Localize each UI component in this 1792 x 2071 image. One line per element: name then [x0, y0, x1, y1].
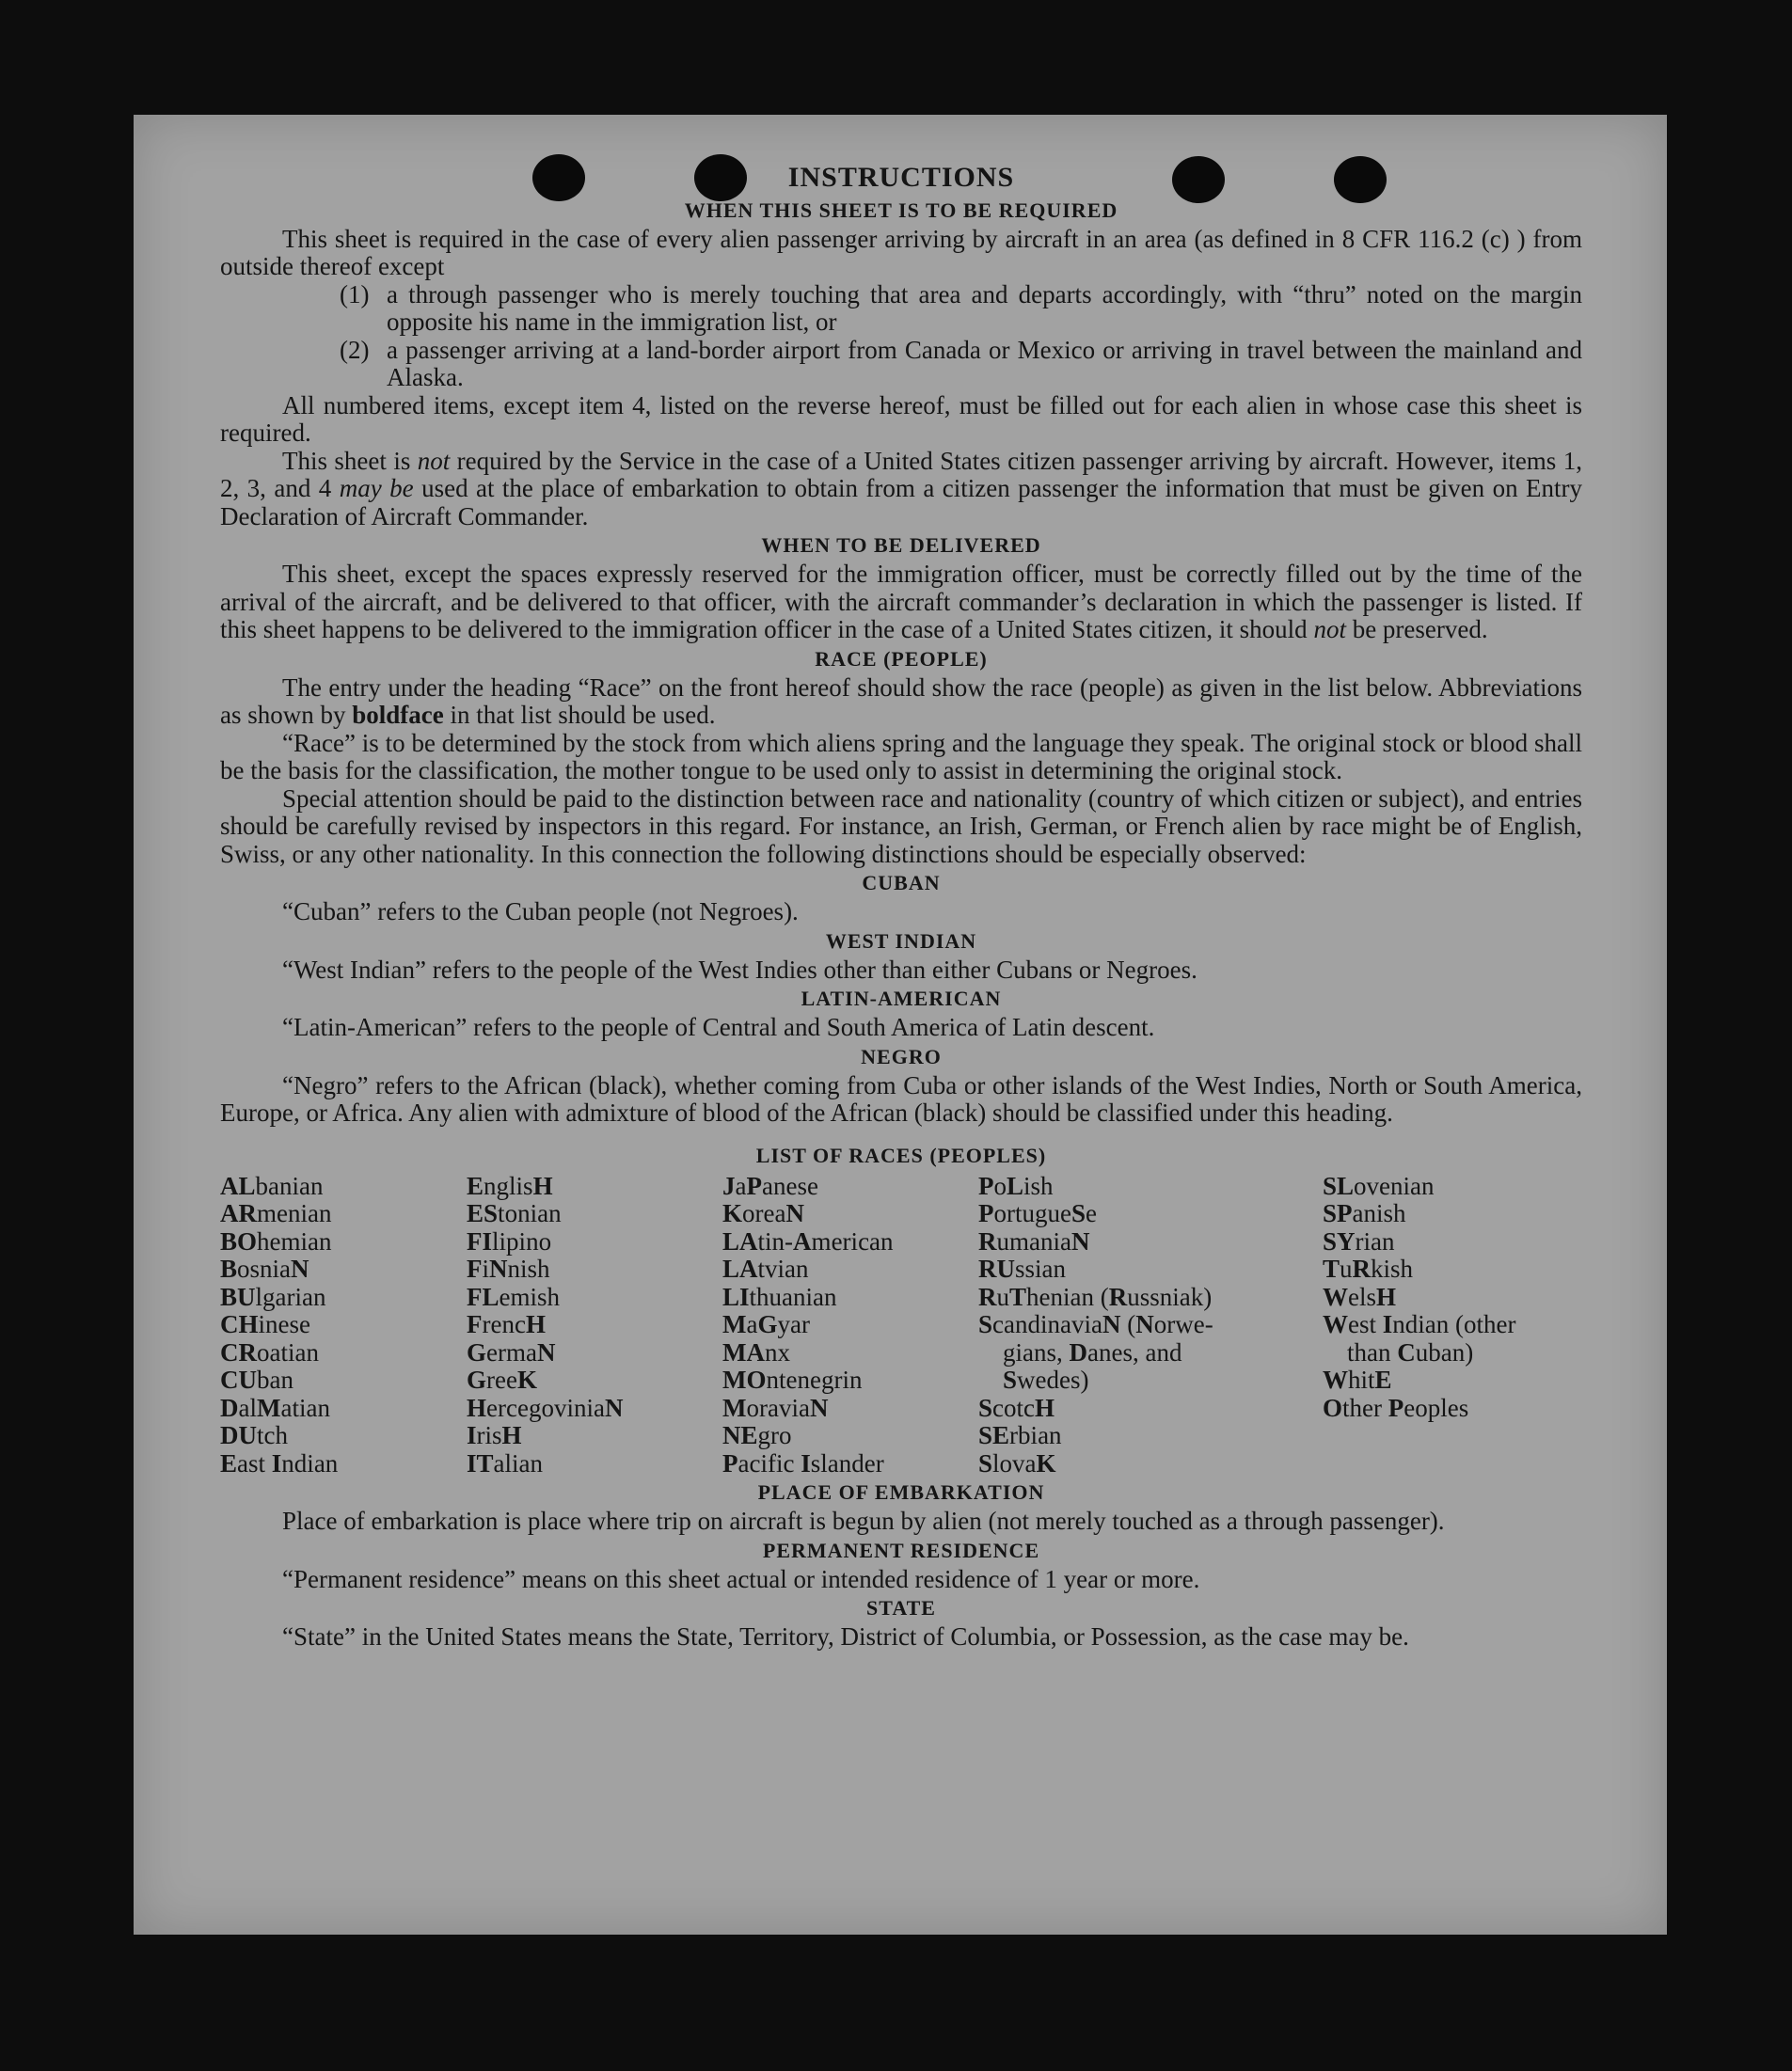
race-list — [220, 1173, 1582, 1478]
race-item: KoreaN — [722, 1199, 804, 1227]
race-item: WelsH — [1323, 1282, 1397, 1311]
race-item: CHinese — [220, 1310, 311, 1338]
section-heading: WHEN THIS SHEET IS TO BE REQUIRED — [684, 198, 1118, 222]
race-item: EStonian — [467, 1199, 562, 1227]
instructions-content — [220, 164, 1582, 1652]
section-heading: PLACE OF EMBARKATION — [757, 1480, 1045, 1504]
list-item — [220, 337, 1582, 392]
race-item: PoLish — [978, 1171, 1054, 1200]
paragraph — [220, 561, 1582, 644]
race-item: LAtvian — [722, 1255, 809, 1283]
race-item: ScotcH — [978, 1393, 1055, 1422]
race-item: Other Peoples — [1323, 1393, 1469, 1422]
list-item — [220, 281, 1582, 337]
race-item: BUlgarian — [220, 1282, 326, 1311]
race-item: DUtch — [220, 1421, 288, 1449]
race-column — [467, 1173, 722, 1478]
italic-text: may be — [339, 474, 414, 502]
race-item: FiNnish — [467, 1255, 550, 1283]
race-item: HercegoviniaN — [467, 1393, 624, 1422]
race-item: gians, Danes, and — [1003, 1337, 1182, 1367]
race-item: LIthuanian — [722, 1282, 837, 1311]
paragraph — [220, 448, 1582, 531]
section-heading: STATE — [866, 1596, 936, 1620]
paragraph: All numbered items, except item 4, listed on the reverse hereof, must be filled out for each alien in whose case this sheet is required. — [220, 390, 1582, 447]
race-item: FIlipino — [467, 1226, 552, 1256]
text-run: required by the Service in the case of a United States citizen passenger arriving by aircraft. However, items 1, 2, 3, and 4 — [220, 446, 1582, 502]
race-item: ALbanian — [220, 1171, 324, 1200]
item-text: a passenger arriving at a land-border airport from Canada or Mexico or arriving in travel between the mainland and Alaska. — [387, 335, 1582, 391]
document-sheet — [134, 115, 1667, 1935]
race-item: PortugueSe — [978, 1199, 1098, 1227]
race-item: JaPanese — [722, 1171, 818, 1200]
definition: “West Indian” refers to the people of the West Indies other than either Cubans or Negroes. — [282, 955, 1197, 984]
race-item: SErbian — [978, 1421, 1062, 1449]
section-heading: WHEN TO BE DELIVERED — [761, 533, 1041, 557]
race-item: SYrian — [1323, 1226, 1395, 1256]
race-item: SLovenian — [1323, 1171, 1435, 1200]
race-item: than Cuban) — [1347, 1337, 1474, 1367]
race-item: MAnx — [722, 1337, 790, 1367]
text-run: This sheet is — [282, 446, 418, 475]
race-item: CUban — [220, 1366, 293, 1394]
race-item: NEgro — [722, 1421, 792, 1449]
paragraph: This sheet is required in the case of every alien passenger arriving by aircraft in an area (as defined in 8 CFR 116.2 (c) ) from outside thereof except — [220, 224, 1582, 280]
section-heading: WEST INDIAN — [825, 928, 977, 953]
section-heading: PERMANENT RESIDENCE — [762, 1538, 1040, 1562]
race-column — [1323, 1173, 1582, 1478]
paragraph: Place of embarkation is place where trip on aircraft is begun by alien (not merely touched as a through passenger). — [282, 1507, 1445, 1535]
definition: “Permanent residence” means on this sheet actual or intended residence of 1 year or more. — [282, 1564, 1200, 1593]
race-item: Pacific Islander — [722, 1448, 884, 1478]
race-item: BosniaN — [220, 1255, 309, 1283]
race-item: EnglisH — [467, 1171, 553, 1200]
page-title: INSTRUCTIONS — [787, 162, 1015, 193]
paragraph: “Negro” refers to the African (black), whether coming from Cuba or other islands of the West Indies, North or South America, Europe, or Africa. Any alien with admixture of blood of the African (black) should be classified under this heading. — [220, 1070, 1582, 1127]
race-column — [220, 1173, 467, 1478]
race-item: IrisH — [467, 1421, 522, 1449]
section-heading: RACE (PEOPLE) — [815, 646, 988, 671]
section-heading: CUBAN — [862, 871, 941, 894]
section-heading: LIST OF RACES (PEOPLES) — [755, 1143, 1047, 1167]
race-column — [722, 1173, 978, 1478]
race-item: DalMatian — [220, 1393, 330, 1422]
race-item: TuRkish — [1323, 1255, 1414, 1283]
text-run: The entry under the heading “Race” on the front hereof should show the race (people) as given in the list below. Abbreviations as shown by — [220, 672, 1582, 729]
item-number: (2) — [340, 335, 370, 364]
race-item: MoraviaN — [722, 1393, 829, 1422]
race-item: West Indian (other — [1323, 1310, 1516, 1338]
race-item: FLemish — [467, 1282, 561, 1311]
race-item: MOntenegrin — [722, 1366, 863, 1394]
race-item: RUssian — [978, 1255, 1067, 1283]
paragraph: Special attention should be paid to the distinction between race and nationality (country of which citizen or subject), and entries should be carefully revised by inspectors in this regard. For instance, an Irish, German, or French alien by race might be of English, Swiss, or any other nationality. In this connection the following distinctions should be especially observed: — [220, 783, 1582, 868]
race-item: RumaniaN — [978, 1226, 1090, 1256]
italic-text: not — [1313, 615, 1346, 643]
race-item: WhitE — [1323, 1366, 1392, 1394]
section-heading: NEGRO — [861, 1044, 942, 1068]
paragraph: “State” in the United States means the State, Territory, District of Columbia, or Possession, as the case may be. — [282, 1622, 1409, 1651]
race-item: SPanish — [1323, 1199, 1406, 1227]
race-item: Swedes) — [1003, 1366, 1089, 1394]
race-item: ScandinaviaN (Norwe- — [978, 1310, 1213, 1338]
text-run: in that list should be used. — [443, 701, 716, 729]
item-number: (1) — [340, 279, 370, 308]
race-item: FrencH — [467, 1310, 546, 1338]
race-item: East Indian — [220, 1448, 339, 1478]
section-heading: LATIN-AMERICAN — [801, 987, 1002, 1010]
paragraph: “Race” is to be determined by the stock from which aliens spring and the language they speak. The original stock or blood shall be the basis for the classification, the mother tongue to be used only to assist in determining the original stock. — [220, 728, 1582, 784]
race-item: ARmenian — [220, 1199, 332, 1227]
definition: “Latin-American” refers to the people of Central and South America of Latin descent. — [282, 1013, 1155, 1041]
race-item: GreeK — [467, 1366, 537, 1394]
bold-text: boldface — [352, 701, 444, 729]
race-item: LAtin-American — [722, 1226, 894, 1256]
text-run: used at the place of embarkation to obtain from a citizen passenger the information that must be given on Entry Declaration of Aircraft Commander. — [220, 474, 1582, 530]
race-item: ITalian — [467, 1448, 544, 1478]
text-run: be preserved. — [1345, 615, 1488, 643]
race-item: RuThenian (Russniak) — [978, 1282, 1213, 1311]
race-item: BOhemian — [220, 1226, 332, 1256]
race-column — [978, 1173, 1323, 1478]
race-item: CRoatian — [220, 1337, 319, 1367]
text-run: This sheet, except the spaces expressly reserved for the immigration officer, must be correctly filled out by the time of the arrival of the aircraft, and be delivered to that officer, with the aircraft commander’s declaration in which the passenger is listed. If this sheet happens to be delivered to the immigration officer in the case of a United States citizen, it should — [220, 560, 1582, 643]
paragraph — [220, 674, 1582, 730]
italic-text: not — [417, 446, 451, 475]
race-item: SlovaK — [978, 1448, 1056, 1478]
definition: “Cuban” refers to the Cuban people (not Negroes). — [282, 897, 799, 925]
item-text: a through passenger who is merely touching that area and departs accordingly, with “thru” noted on the margin opposite his name in the immigration list, or — [387, 279, 1582, 336]
race-item: GermaN — [467, 1337, 556, 1367]
race-item: MaGyar — [722, 1310, 810, 1338]
